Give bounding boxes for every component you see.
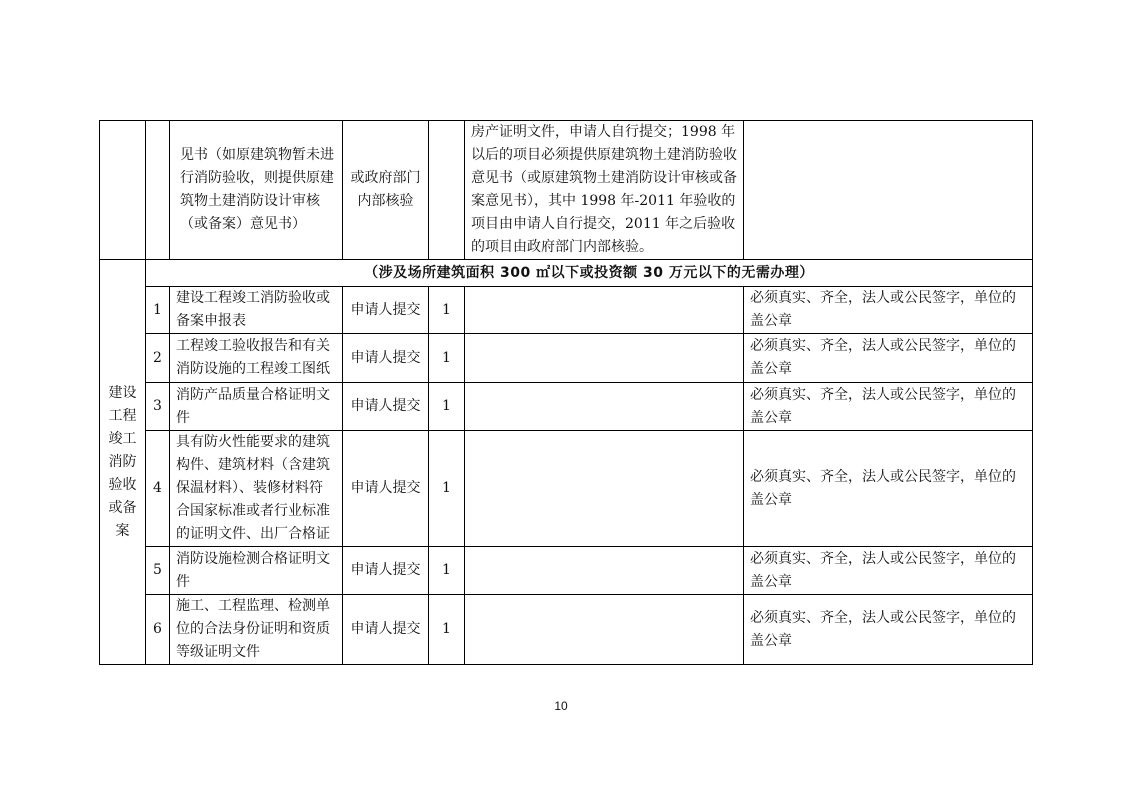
- document-source: 申请人提交: [343, 334, 429, 383]
- document-name: 消防产品质量合格证明文件: [170, 383, 343, 431]
- document-source: 申请人提交: [343, 383, 429, 431]
- document-requirements: 必须真实、齐全，法人或公民签字，单位的盖公章: [744, 595, 1033, 665]
- document-copies: 1: [429, 287, 465, 334]
- document-notes: 房产证明文件，申请人自行提交；1998 年以后的项目必须提供原建筑物土建消防验收意见书（或原建筑物土建消防设计审核或备案意见书），其中 1998 年-2011 年验收的项目由申请人自行提交，2011 年之后验收的项目由政府部门内部核验。: [465, 121, 744, 260]
- row-number: [146, 121, 170, 260]
- document-copies: 1: [429, 431, 465, 547]
- section-notice: （涉及场所建筑面积 300 ㎡以下或投资额 30 万元以下的无需办理）: [146, 260, 1033, 287]
- category-cell: [100, 121, 146, 260]
- document-name: 建设工程竣工消防验收或备案申报表: [170, 287, 343, 334]
- table-row: [100, 547, 1033, 595]
- table-row: [100, 287, 1033, 334]
- requirements-table: [99, 120, 1033, 665]
- section-category: 建设工程竣工消防验收或备案: [100, 260, 146, 665]
- document-notes: [465, 287, 744, 334]
- row-number: 4: [146, 431, 170, 547]
- document-name: 具有防火性能要求的建筑构件、建筑材料（含建筑保温材料）、装修材料符合国家标准或者行业标准的证明文件、出厂合格证: [170, 431, 343, 547]
- document-requirements: [744, 121, 1033, 260]
- page-number: 10: [554, 699, 568, 713]
- document-copies: [429, 121, 465, 260]
- document-requirements: 必须真实、齐全，法人或公民签字，单位的盖公章: [744, 287, 1033, 334]
- document-source: 申请人提交: [343, 595, 429, 665]
- table-row: [100, 431, 1033, 547]
- document-requirements: 必须真实、齐全，法人或公民签字，单位的盖公章: [744, 334, 1033, 383]
- document-requirements: 必须真实、齐全，法人或公民签字，单位的盖公章: [744, 431, 1033, 547]
- table-row: [100, 595, 1033, 665]
- row-number: 6: [146, 595, 170, 665]
- document-source: 申请人提交: [343, 287, 429, 334]
- document-name: 施工、工程监理、检测单位的合法身份证明和资质等级证明文件: [170, 595, 343, 665]
- document-notes: [465, 595, 744, 665]
- document-source: 或政府部门内部核验: [343, 121, 429, 260]
- document-notes: [465, 383, 744, 431]
- document-copies: 1: [429, 334, 465, 383]
- document-name: 工程竣工验收报告和有关消防设施的工程竣工图纸: [170, 334, 343, 383]
- document-name: 消防设施检测合格证明文件: [170, 547, 343, 595]
- document-name: 见书（如原建筑物暂未进行消防验收，则提供原建筑物土建消防设计审核（或备案）意见书）: [170, 121, 343, 260]
- document-requirements: 必须真实、齐全，法人或公民签字，单位的盖公章: [744, 383, 1033, 431]
- row-number: 5: [146, 547, 170, 595]
- document-notes: [465, 431, 744, 547]
- document-notes: [465, 547, 744, 595]
- document-copies: 1: [429, 595, 465, 665]
- document-notes: [465, 334, 744, 383]
- row-number: 1: [146, 287, 170, 334]
- table-row: [100, 383, 1033, 431]
- document-copies: 1: [429, 547, 465, 595]
- notice-row: [100, 260, 1033, 287]
- document-requirements: 必须真实、齐全，法人或公民签字，单位的盖公章: [744, 547, 1033, 595]
- document-source: 申请人提交: [343, 547, 429, 595]
- document-source: 申请人提交: [343, 431, 429, 547]
- table-row: [100, 334, 1033, 383]
- table-row-continued: [100, 121, 1033, 260]
- row-number: 3: [146, 383, 170, 431]
- row-number: 2: [146, 334, 170, 383]
- document-copies: 1: [429, 383, 465, 431]
